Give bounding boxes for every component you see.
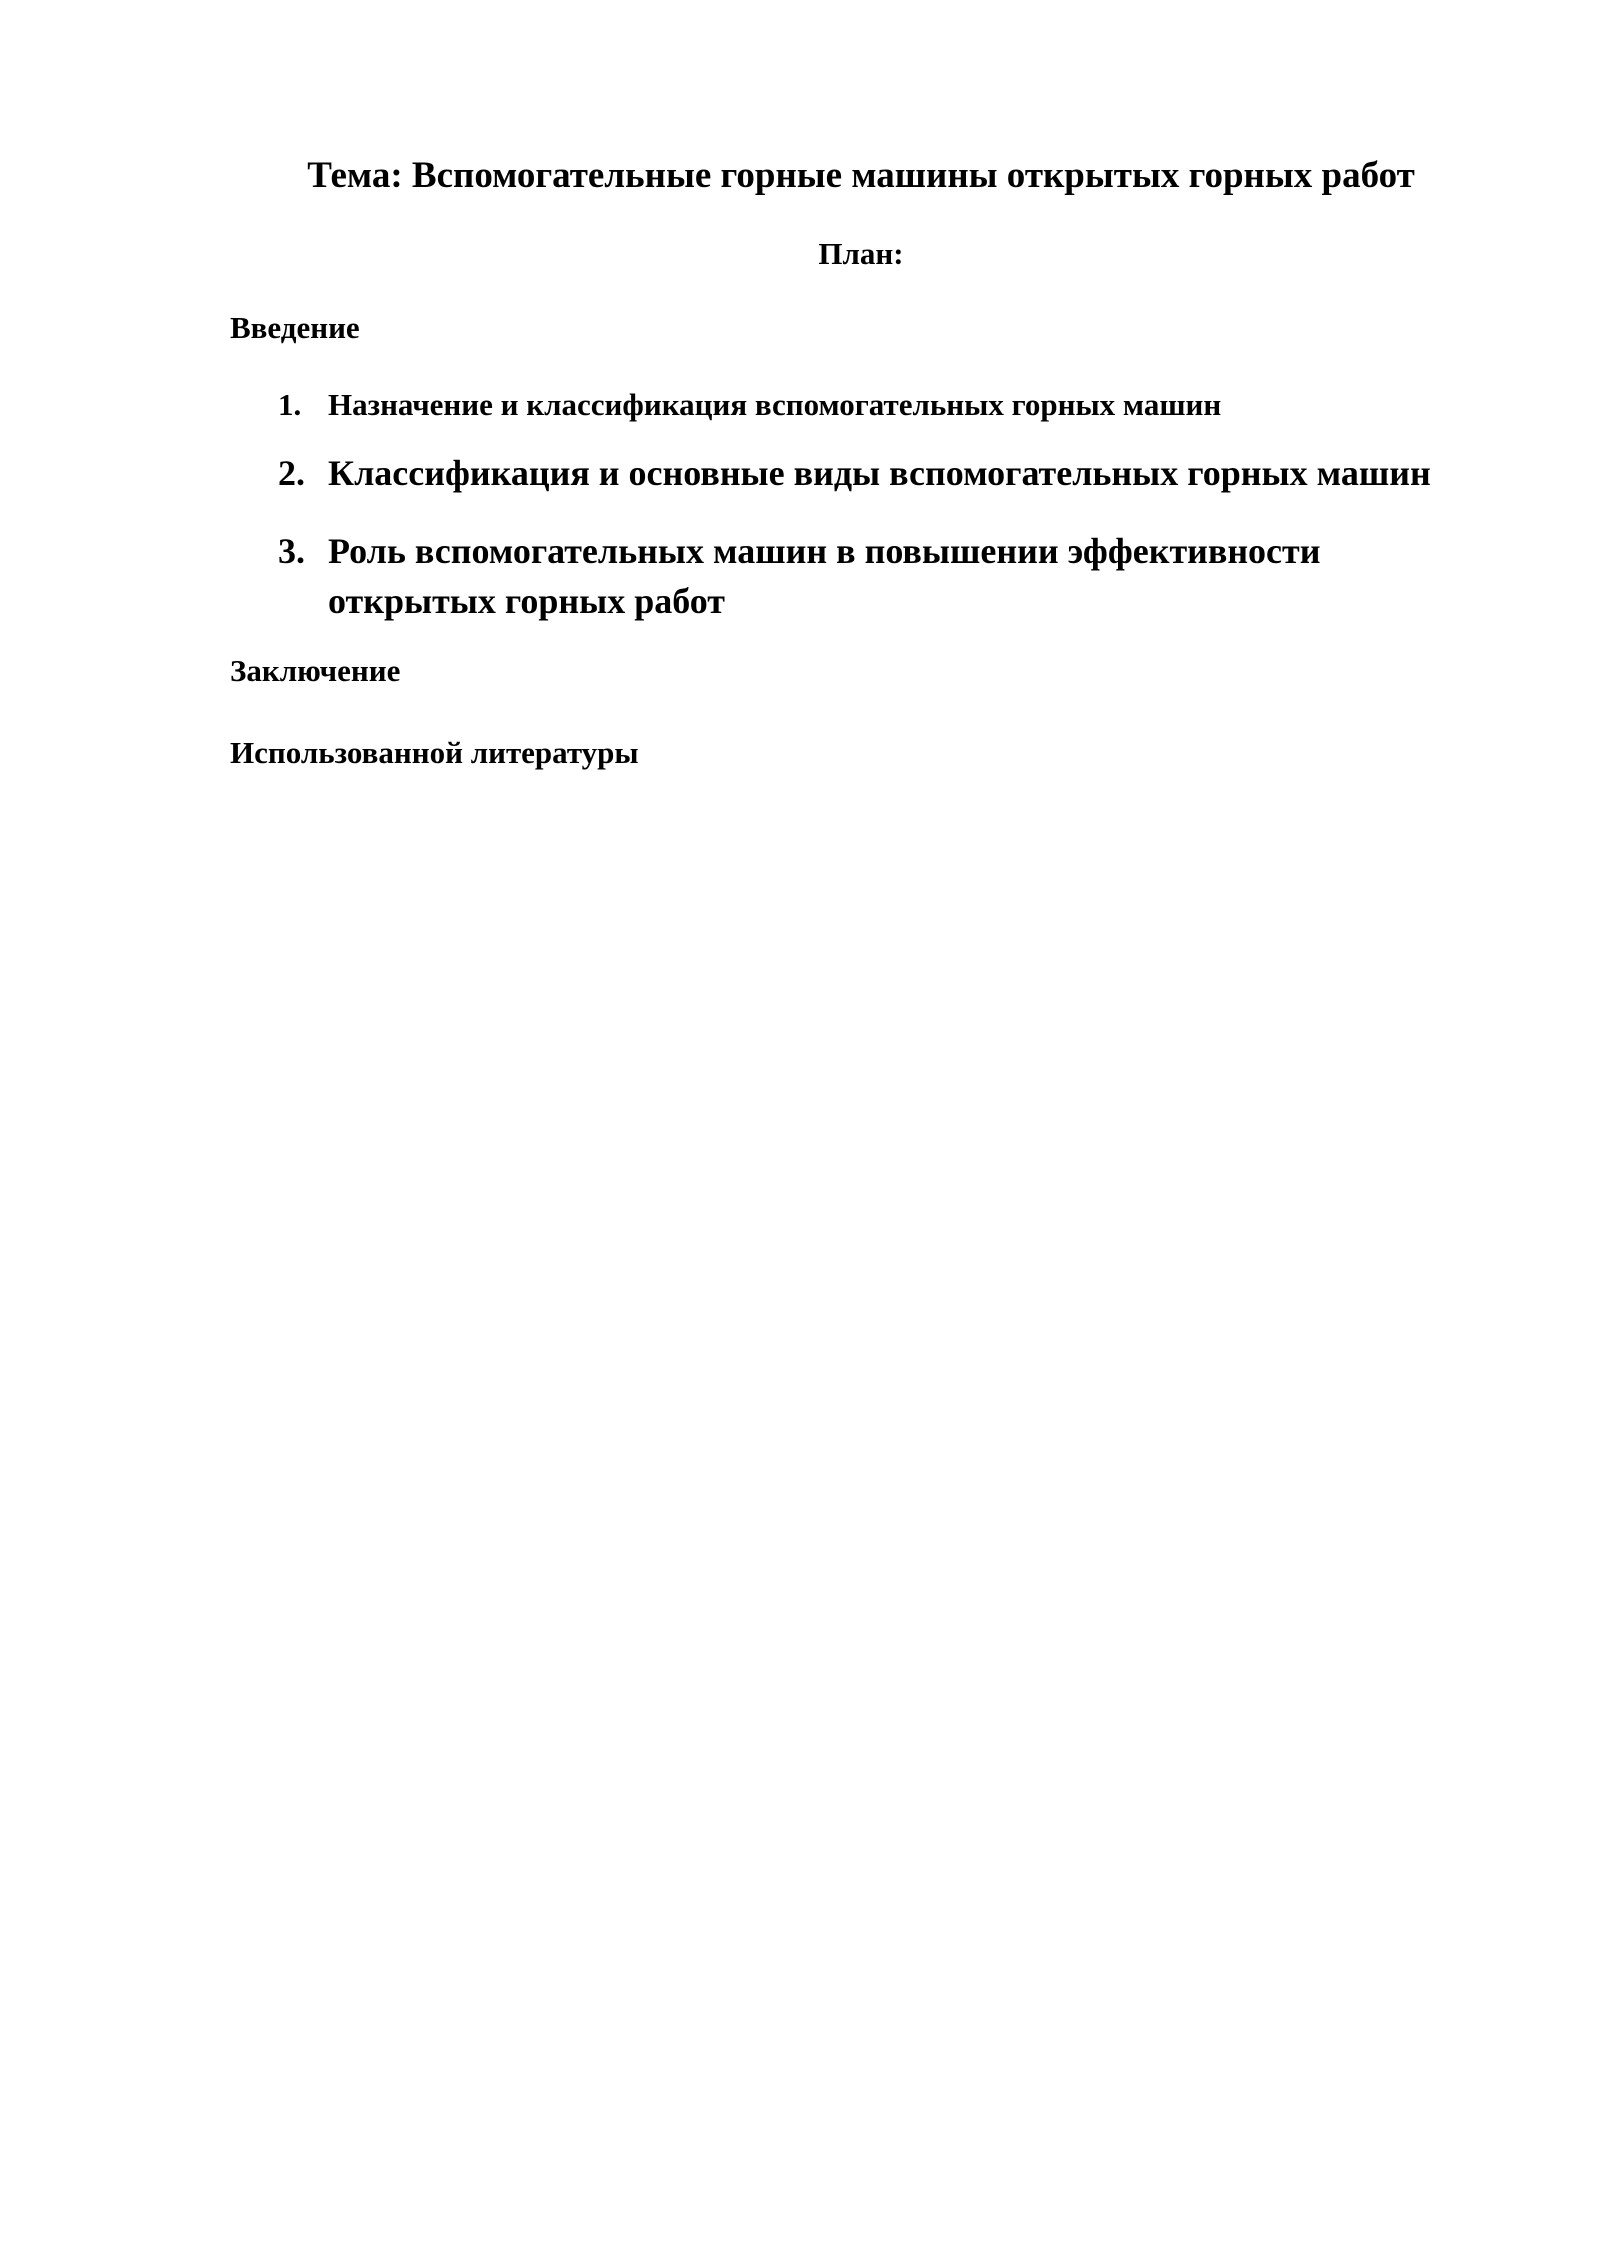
- plan-item-number: 1.: [278, 387, 302, 422]
- plan-item-number: 2.: [278, 453, 305, 493]
- plan-item-number: 3.: [278, 531, 305, 571]
- plan-heading: План:: [818, 236, 904, 271]
- plan-item-text: Роль вспомогательных машин в повышении эффективности открытых горных работ: [328, 531, 1321, 621]
- section-references: Использованной литературы: [230, 735, 639, 770]
- plan-item-text: Классификация и основные виды вспомогательных горных машин: [328, 453, 1431, 493]
- section-introduction: Введение: [230, 310, 360, 345]
- document-title: Тема: Вспомогательные горные машины открытых горных работ: [307, 155, 1415, 196]
- section-conclusion: Заключение: [230, 653, 401, 688]
- plan-item-text: Назначение и классификация вспомогательных горных машин: [328, 387, 1222, 422]
